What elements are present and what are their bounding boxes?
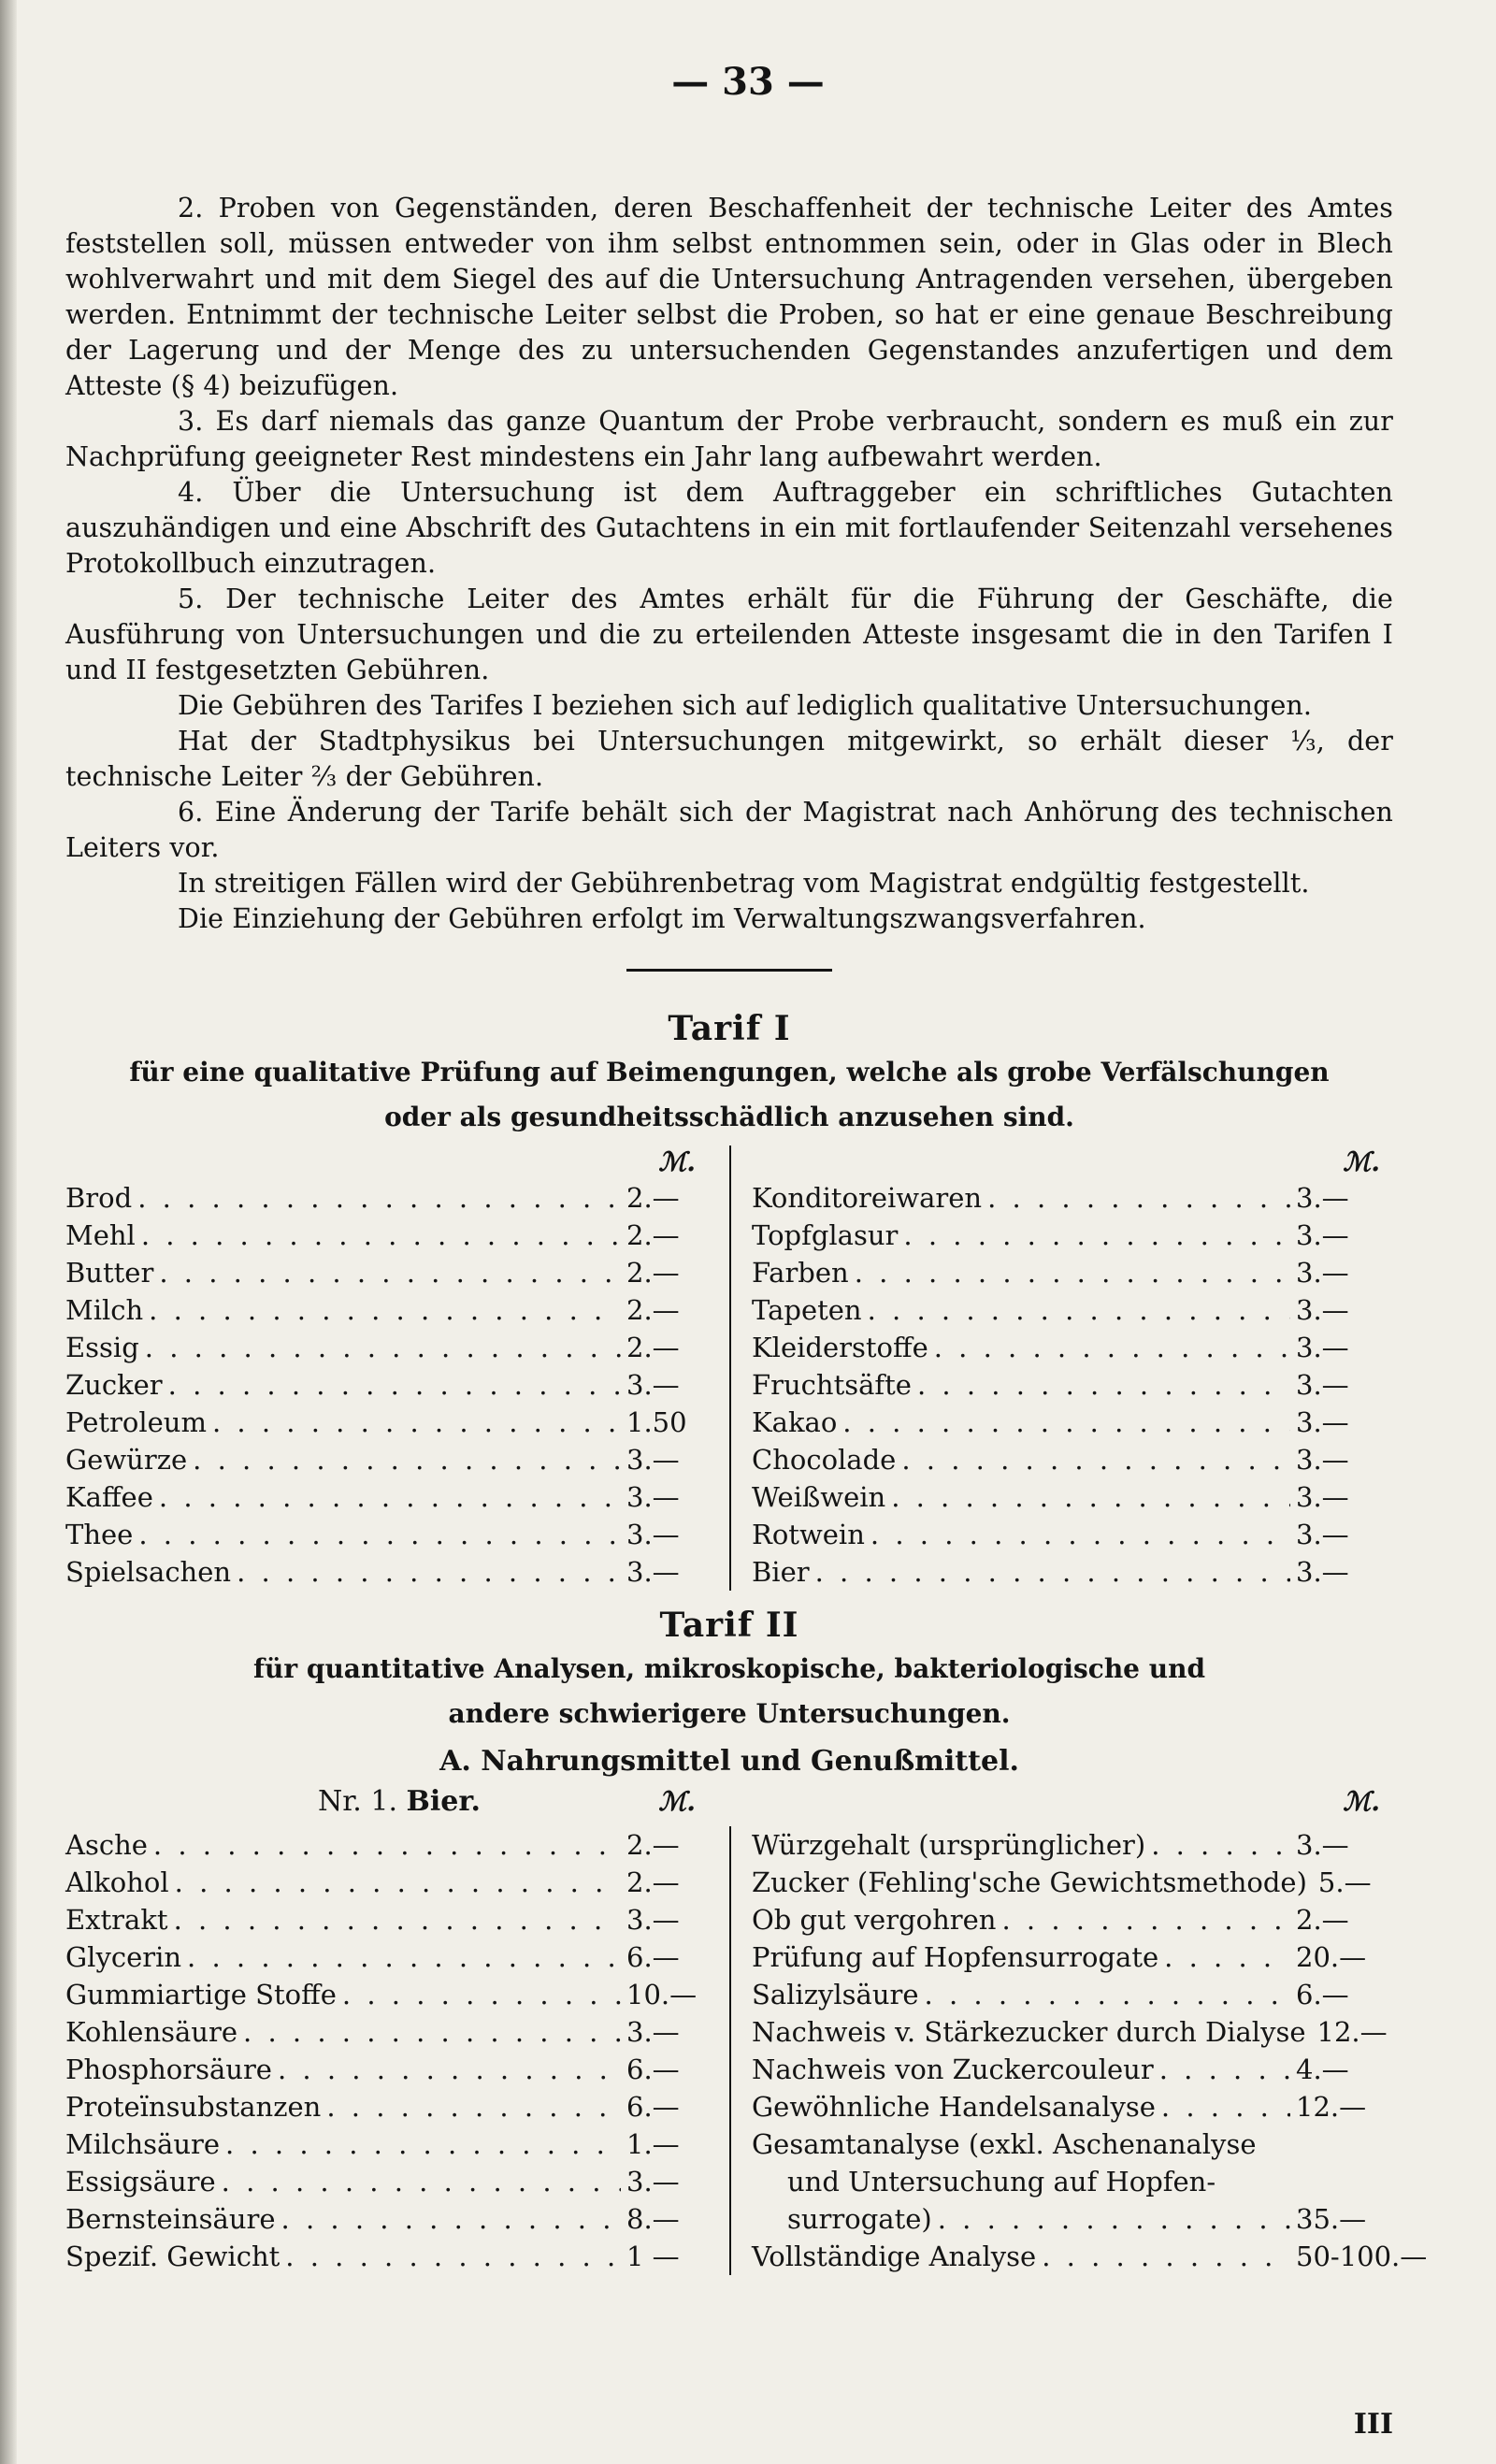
item-price: 1.—	[626, 2128, 680, 2160]
item-name: Topfglasur	[752, 1219, 899, 1251]
price-row	[65, 2163, 712, 2200]
item-price: 2.—	[1296, 1904, 1349, 1936]
tarif-2-title: Tarif II	[659, 1606, 799, 1645]
item-name: Salizylsäure	[752, 1979, 919, 2010]
item-price: 3.—	[626, 2016, 680, 2048]
leader-dots	[1001, 1901, 1290, 1938]
item-price: 20.—	[1296, 1941, 1367, 1973]
section-heading: A. Nahrungsmittel und Genußmittel.	[439, 1745, 1019, 1778]
item-price: 3.—	[626, 1481, 680, 1513]
tarif-2-subtitle: für quantitative Analysen, mikroskopische, bakteriologische und andere schwierigere Untersuchungen.	[252, 1653, 1206, 1729]
item-price: 10.—	[626, 1979, 698, 2010]
item-name: Nachweis von Zuckercouleur	[752, 2053, 1154, 2085]
item-name: Zucker	[65, 1369, 163, 1401]
price-row	[752, 1864, 1393, 1901]
price-row	[65, 1553, 712, 1591]
tarif-2-right-column	[729, 1826, 1428, 2275]
leader-dots	[987, 1179, 1290, 1217]
item-price: 5.—	[1317, 1866, 1372, 1898]
item-name: Brod	[65, 1182, 133, 1214]
leader-dots	[901, 1441, 1290, 1478]
item-price: 3.—	[1296, 1444, 1349, 1476]
item-price: 12.—	[1296, 2091, 1367, 2123]
price-row	[65, 1901, 712, 1938]
leader-dots	[815, 1553, 1290, 1591]
price-row	[752, 1404, 1393, 1441]
tarif-2-table	[65, 1826, 1428, 2275]
leader-dots	[326, 2088, 621, 2125]
subsection-header	[65, 1783, 1393, 1821]
tarif-1-subtitle: für eine qualitative Prüfung auf Beimengungen, welche als grobe Verfälschungen oder als gesundheitsschädlich anzusehen sind.	[129, 1057, 1330, 1132]
leader-dots	[159, 1254, 621, 1291]
leader-dots	[1042, 2238, 1290, 2275]
tarif-1-right-column	[729, 1146, 1393, 1591]
tarif-1-section	[65, 1007, 1393, 1591]
price-row	[65, 1329, 712, 1366]
currency-unit-header: ℳ.	[1343, 1786, 1380, 1817]
leader-dots	[278, 2051, 621, 2088]
currency-unit-header: ℳ.	[658, 1786, 696, 1817]
leader-dots	[137, 1179, 621, 1217]
price-row	[752, 1217, 1393, 1254]
item-name: Spezif. Gewicht	[65, 2241, 280, 2272]
price-row	[65, 2125, 712, 2163]
leader-dots	[222, 2163, 621, 2200]
item-name: Weißwein	[752, 1481, 886, 1513]
price-row	[65, 1976, 712, 2013]
item-name: Essig	[65, 1332, 139, 1363]
leader-dots	[159, 1478, 621, 1516]
item-name: Kakao	[752, 1406, 838, 1438]
leader-dots	[938, 2200, 1290, 2238]
item-name: Ob gut vergohren	[752, 1904, 997, 1936]
paragraph: 2. Proben von Gegenständen, deren Beschaffenheit der technische Leiter des Amtes feststellen soll, müssen entweder von ihm selbst entnommen sein, oder in Glas oder in Blech wohlverwahrt und mit dem Siegel des auf die Untersuchung Antragenden versehen, übergeben werden. Entnimmt der technische Leiter selbst die Proben, so hat er eine genaue Beschreibung der Lagerung und der Menge des zu untersuchenden Gegenstandes anzufertigen und dem Atteste (§ 4) beizufügen.	[65, 193, 1393, 401]
item-name: Petroleum	[65, 1406, 207, 1438]
price-row	[752, 1938, 1393, 1976]
item-price: 3.—	[626, 1444, 680, 1476]
item-price: 3.—	[1296, 1556, 1349, 1588]
price-row	[65, 1217, 712, 1254]
item-name: Rotwein	[752, 1519, 865, 1550]
item-price: 3.—	[626, 1904, 680, 1936]
leader-dots	[842, 1404, 1290, 1441]
item-name: Phosphorsäure	[65, 2053, 272, 2085]
subsection-name: Bier.	[406, 1785, 481, 1818]
item-name: Proteïnsubstanzen	[65, 2091, 322, 2123]
item-price: 2.—	[626, 1219, 680, 1251]
item-price: 6.—	[626, 2053, 680, 2085]
paragraph: Die Gebühren des Tarifes I beziehen sich auf lediglich qualitative Untersuchungen.	[178, 690, 1313, 721]
item-price: 6.—	[626, 2091, 680, 2123]
item-price: 3.—	[1296, 1369, 1349, 1401]
paragraph: 4. Über die Untersuchung ist dem Auftraggeber ein schriftliches Gutachten auszuhändigen und eine Abschrift des Gutachtens in ein mit fortlaufender Seitenzahl versehenes Protokollbuch einzutragen.	[65, 477, 1393, 579]
price-row	[65, 1366, 712, 1404]
price-row	[752, 1901, 1393, 1938]
price-row	[65, 2200, 712, 2238]
price-row	[752, 1179, 1393, 1217]
price-row	[65, 1291, 712, 1329]
page-number: — 33 —	[671, 60, 825, 104]
item-price: 3.—	[1296, 1406, 1349, 1438]
price-row	[65, 2088, 712, 2125]
paragraph: Die Einziehung der Gebühren erfolgt im Verwaltungszwangsverfahren.	[178, 903, 1146, 934]
price-row	[65, 1179, 712, 1217]
signature-mark: III	[1353, 2408, 1393, 2441]
price-row	[752, 2051, 1393, 2088]
price-row	[752, 1441, 1393, 1478]
item-name: Bernsteinsäure	[65, 2203, 276, 2235]
item-name: Farben	[752, 1257, 849, 1289]
item-name: Spielsachen	[65, 1556, 232, 1588]
price-row	[752, 2013, 1393, 2051]
item-name: Extrakt	[65, 1904, 168, 1936]
item-name: Fruchtsäfte	[752, 1369, 912, 1401]
leader-dots	[1159, 2051, 1290, 2088]
item-price: 35.—	[1296, 2203, 1367, 2235]
item-price: 3.—	[1296, 1332, 1349, 1363]
item-price: 4.—	[1296, 2053, 1349, 2085]
item-price: 50-100.—	[1296, 2241, 1428, 2272]
item-name: Kohlensäure	[65, 2016, 238, 2048]
leader-dots	[187, 1938, 621, 1976]
subsection-number: Nr. 1.	[318, 1785, 397, 1818]
item-price: 3.—	[1296, 1519, 1349, 1550]
item-name: Würzgehalt (ursprünglicher)	[752, 1829, 1146, 1861]
tarif-1-left-column	[65, 1146, 729, 1591]
item-price: 2.—	[626, 1829, 680, 1861]
item-name: Prüfung auf Hopfensurrogate	[752, 1941, 1159, 1973]
leader-dots	[212, 1404, 621, 1441]
item-name: surrogate)	[787, 2203, 932, 2235]
item-name: Mehl	[65, 1219, 136, 1251]
leader-dots	[225, 2125, 621, 2163]
item-name: Alkohol	[65, 1866, 169, 1898]
price-row	[752, 2238, 1428, 2275]
price-row	[752, 1516, 1393, 1553]
item-price: 2.—	[626, 1182, 680, 1214]
leader-dots	[1151, 1826, 1290, 1864]
leader-dots	[175, 1864, 621, 1901]
item-price: 6.—	[626, 1941, 680, 1973]
item-name: Zucker (Fehling'sche Gewichtsmethode)	[752, 1866, 1307, 1898]
item-name: Thee	[65, 1519, 134, 1550]
item-price: 8.—	[626, 2203, 680, 2235]
item-name: Glycerin	[65, 1941, 182, 1973]
item-name: Gesamtanalyse (exkl. Aschenanalyse	[752, 2128, 1257, 2160]
leader-dots	[855, 1254, 1290, 1291]
item-name: Nachweis v. Stärkezucker durch Dialyse	[752, 2016, 1306, 2048]
leader-dots	[1161, 2088, 1290, 2125]
price-row	[752, 1478, 1393, 1516]
item-price: 2.—	[626, 1332, 680, 1363]
item-name: Milchsäure	[65, 2128, 221, 2160]
price-row	[65, 1516, 712, 1553]
price-row	[65, 2238, 712, 2275]
leader-dots	[149, 1291, 621, 1329]
price-row	[65, 1441, 712, 1478]
item-price: 2.—	[626, 1294, 680, 1326]
price-row	[65, 1826, 712, 1864]
item-name: Gewürze	[65, 1444, 188, 1476]
price-row	[752, 2125, 1393, 2238]
leader-dots	[925, 1976, 1290, 2013]
item-name: Butter	[65, 1257, 154, 1289]
price-row	[752, 1553, 1393, 1591]
leader-dots	[934, 1329, 1290, 1366]
leader-dots	[868, 1291, 1290, 1329]
item-name: Konditoreiwaren	[752, 1182, 983, 1214]
item-name: Kaffee	[65, 1481, 153, 1513]
item-name: Gummiartige Stoffe	[65, 1979, 337, 2010]
item-price: 3.—	[626, 1556, 680, 1588]
item-name: Asche	[65, 1829, 148, 1861]
leader-dots	[237, 1553, 621, 1591]
tarif-2-section	[65, 1604, 1428, 2275]
item-price: 3.—	[1296, 1829, 1349, 1861]
item-price: 2.—	[626, 1257, 680, 1289]
tarif-2-left-column	[65, 1826, 729, 2275]
item-price: 1 —	[626, 2241, 680, 2272]
item-price: 3.—	[626, 2166, 680, 2197]
leader-dots	[153, 1826, 621, 1864]
paragraph: 5. Der technische Leiter des Amtes erhält für die Führung der Geschäfte, die Ausführung von Untersuchungen und die zu erteilenden Atteste insgesamt die in den Tarifen I und II festgesetzten Gebühren.	[65, 584, 1393, 685]
leader-dots	[1164, 1938, 1290, 1976]
currency-unit-header: ℳ.	[1343, 1146, 1380, 1177]
item-name: Chocolade	[752, 1444, 897, 1476]
item-price: 1.50	[626, 1406, 687, 1438]
item-name: Tapeten	[752, 1294, 862, 1326]
paragraph: 6. Eine Änderung der Tarife behält sich der Magistrat nach Anhörung des technischen Leiters vor.	[65, 797, 1393, 863]
leader-dots	[870, 1516, 1290, 1553]
item-price: 3.—	[626, 1519, 680, 1550]
item-name: Milch	[65, 1294, 144, 1326]
leader-dots	[243, 2013, 621, 2051]
currency-unit-header: ℳ.	[658, 1146, 696, 1177]
item-price: 2.—	[626, 1866, 680, 1898]
leader-dots	[342, 1976, 621, 2013]
price-row	[752, 1366, 1393, 1404]
leader-dots	[138, 1516, 621, 1553]
item-name: Vollständige Analyse	[752, 2241, 1037, 2272]
leader-dots	[917, 1366, 1290, 1404]
item-price: 6.—	[1296, 1979, 1349, 2010]
price-row	[752, 2088, 1393, 2125]
item-name: und Untersuchung auf Hopfen-	[787, 2166, 1216, 2197]
item-name: Essigsäure	[65, 2166, 216, 2197]
item-name: Kleiderstoffe	[752, 1332, 928, 1363]
paragraph: In streitigen Fällen wird der Gebührenbetrag vom Magistrat endgültig festgestellt.	[178, 868, 1310, 899]
leader-dots	[903, 1217, 1290, 1254]
item-price: 3.—	[1296, 1294, 1349, 1326]
leader-dots	[891, 1478, 1290, 1516]
item-price: 3.—	[1296, 1481, 1349, 1513]
leader-dots	[145, 1329, 621, 1366]
price-row	[752, 1254, 1393, 1291]
price-row	[65, 2013, 712, 2051]
price-row	[65, 1478, 712, 1516]
item-price: 3.—	[1296, 1182, 1349, 1214]
item-price: 12.—	[1316, 2016, 1388, 2048]
price-row	[752, 1291, 1393, 1329]
paragraphs	[65, 191, 1393, 937]
leader-dots	[141, 1217, 621, 1254]
price-row	[752, 1976, 1393, 2013]
item-price: 3.—	[1296, 1257, 1349, 1289]
leader-dots	[174, 1901, 621, 1938]
leader-dots	[285, 2238, 621, 2275]
paragraph: Hat der Stadtphysikus bei Untersuchungen mitgewirkt, so erhält dieser ⅓, der technische Leiter ⅔ der Gebühren.	[65, 726, 1393, 792]
price-row	[65, 1938, 712, 1976]
tarif-1-table	[65, 1146, 1393, 1591]
leader-dots	[281, 2200, 621, 2238]
divider-rule	[626, 969, 832, 972]
tarif-1-title: Tarif I	[668, 1009, 791, 1048]
item-name: Bier	[752, 1556, 810, 1588]
price-row	[65, 2051, 712, 2088]
price-row	[65, 1864, 712, 1901]
item-price: 3.—	[626, 1369, 680, 1401]
item-price: 3.—	[1296, 1219, 1349, 1251]
price-row	[65, 1254, 712, 1291]
item-name: Gewöhnliche Handelsanalyse	[752, 2091, 1156, 2123]
price-row	[65, 1404, 712, 1441]
price-row	[752, 1329, 1393, 1366]
paragraph: 3. Es darf niemals das ganze Quantum der Probe verbraucht, sondern es muß ein zur Nachprüfung geeigneter Rest mindestens ein Jahr lang aufbewahrt werden.	[65, 406, 1393, 472]
leader-dots	[193, 1441, 621, 1478]
price-row	[752, 1826, 1393, 1864]
leader-dots	[168, 1366, 621, 1404]
